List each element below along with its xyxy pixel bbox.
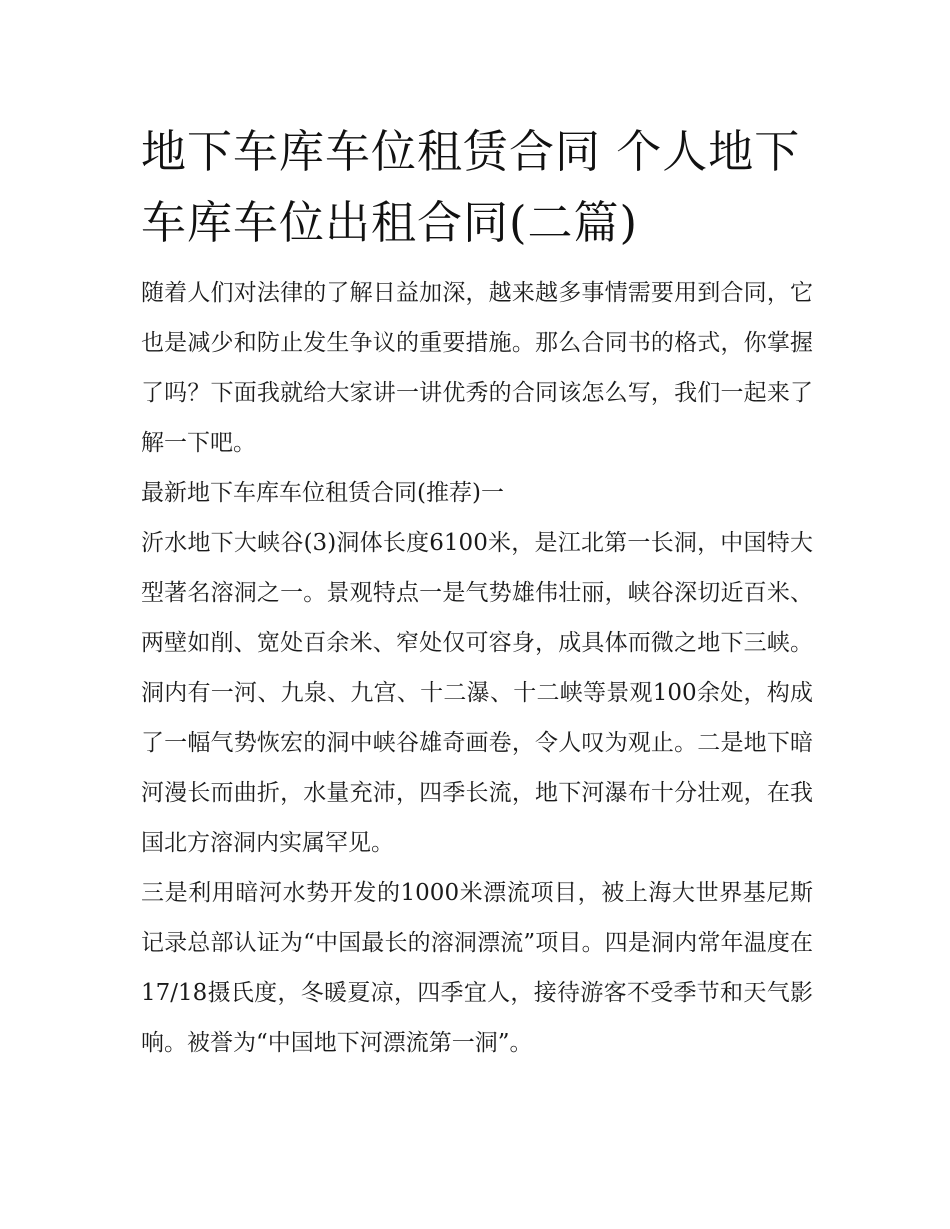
body-paragraph: 沂水地下大峡谷(3)洞体长度6100米，是江北第一长洞，中国特大型著名溶洞之一。景观特点一是气势雄伟壮丽，峡谷深切近百米、两壁如削、宽处百余米、窄处仅可容身，成具体而微之地下三峡。洞内有一河、九泉、九宫、十二瀑、十二峡等景观100余处，构成了一幅气势恢宏的洞中峡谷雄奇画卷，令人叹为观止。二是地下暗河漫长而曲折，水量充沛，四季长流，地下河瀑布十分壮观，在我国北方溶洞内实属罕见。 <box>141 530 813 857</box>
body-paragraph: 三是利用暗河水势开发的1000米漂流项目，被上海大世界基尼斯记录总部认证为“中国最长的溶洞漂流”项目。四是洞内常年温度在17/18摄氏度，冬暖夏凉，四季宜人，接待游客不受季节和天气影响。被誉为“中国地下河漂流第一洞”。 <box>141 880 813 1057</box>
document-page <box>141 116 813 1068</box>
section-heading: 最新地下车库车位租赁合同(推荐)一 <box>141 480 504 507</box>
intro-paragraph: 随着人们对法律的了解日益加深，越来越多事情需要用到合同，它也是减少和防止发生争议的重要措施。那么合同书的格式，你掌握了吗？下面我就给大家讲一讲优秀的合同该怎么写，我们一起来了解一下吧。 <box>141 280 813 457</box>
document-title: 地下车库车位租赁合同 个人地下车库车位出租合同(二篇) <box>141 125 801 250</box>
